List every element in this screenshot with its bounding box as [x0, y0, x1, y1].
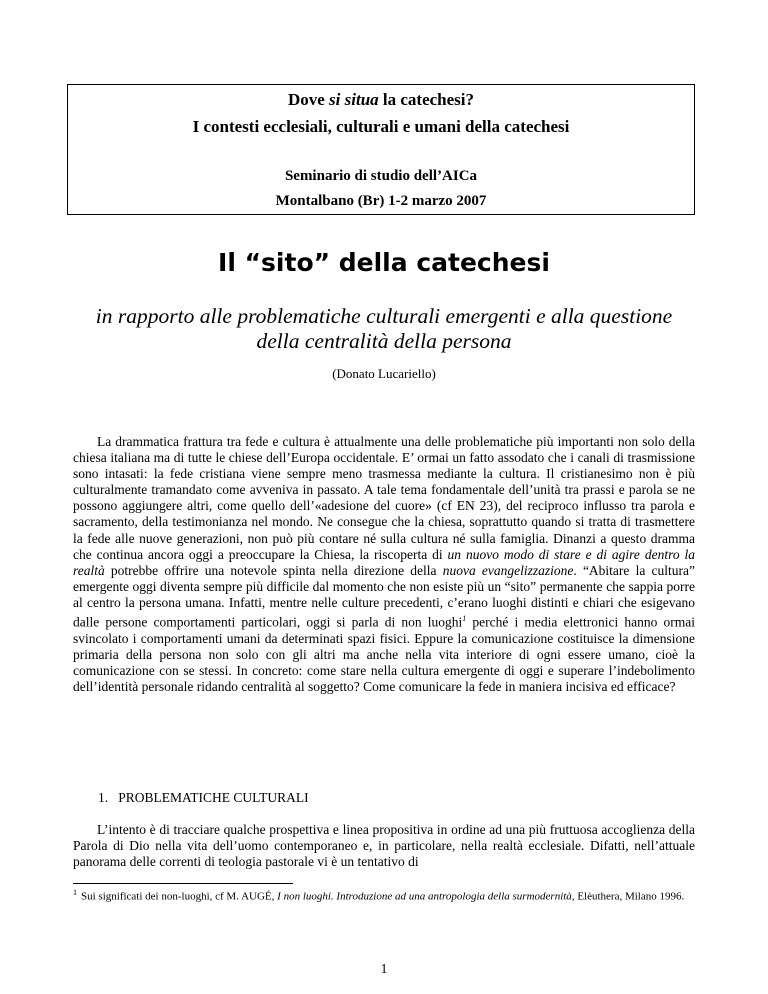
header-subtitle: I contesti ecclesiali, culturali e umani della catechesi: [192, 117, 570, 136]
intro-paragraph: [73, 434, 695, 695]
section-paragraph-text: L’intento è di tracciare qualche prospettiva e linea propositiva in ordine ad una più fruttuosa accoglienza della Parola di Dio nella vita dell’uomo contemporaneo e, in particolare, nella realtà ecclesiale. Difatti, nell’attuale panorama delle correnti di teologia pastorale vi è un tentativo di: [73, 822, 695, 870]
document-title: Il “sito” della catechesi: [218, 248, 550, 277]
footnote: [73, 886, 695, 904]
intro-italic-1: un nuovo modo di stare e di agire dentro la realtà: [73, 546, 695, 578]
footnote-reference: 1: [462, 614, 467, 624]
intro-text-1: La drammatica frattura tra fede e cultura è attualmente una delle problematiche più importanti non solo della chiesa italiana ma di tutte le chiese dell’Europa occidentale. E’ ormai un fatto assodato che i canali di trasmissione sono intasati: la fede cristiana viene sempre meno trasmessa mediante la cultura. Il cristianesimo non è più culturalmente tramandato come avveniva in passato. A tale tema fondamentale dell’unità tra prassi e parola se ne possono aggiungere altri, come quello dell’«adesione del cuore» (cf EN 23), del reciproco influsso tra parola e sacramento, della testimonianza nel mondo. Ne consegue che la chiesa, soprattutto quando si tratta di trasmettere la fede alle nuove generazioni, non può più contare né sulla cultura né sulla famiglia. Dinanzi a questo dramma che continua ancora oggi a preoccupare la Chiesa, la riscoperta di: [73, 434, 695, 562]
header-question-part1: Dove: [287, 90, 330, 109]
header-question-part2: la catechesi?: [378, 90, 475, 109]
seminar-name: Seminario di studio dell’AICa: [284, 168, 478, 184]
page-number: 1: [380, 961, 388, 976]
header-question-italic: si situa: [329, 90, 379, 109]
intro-italic-2: nuova evangelizzazione: [442, 562, 574, 578]
footnote-divider: [73, 883, 293, 884]
section-paragraph: [73, 822, 695, 870]
intro-text-2: potrebbe offrire una notevole spinta nella direzione della: [104, 562, 443, 578]
author: (Donato Lucariello): [332, 366, 436, 381]
footnote-number: 1: [73, 888, 77, 897]
seminar-place-date: Montalbano (Br) 1-2 marzo 2007: [275, 193, 487, 209]
footnote-text-1: Sui significati dei non-luoghi, cf M. AUGÉ,: [81, 890, 278, 903]
document-subtitle: in rapporto alle problematiche culturali emergenti e alla questione della centralità della persona: [95, 304, 673, 353]
header-question: [68, 90, 694, 110]
section-heading: 1. PROBLEMATICHE CULTURALI: [98, 790, 309, 805]
intro-text-4: perché i media elettronici hanno ormai svincolato i comportamenti umani da determinati spazi fisici. Eppure la comunicazione costituisce la dimensione primaria della persona non solo con gli altri ma anche nella vita interiore di ogni essere umano, cioè la comunicazione con se stessi. In concreto: come stare nella cultura emergente di oggi e superare l’indebolimento dell’identità personale ridando centralità al soggetto? Come comunicare la fede in maniera incisiva ed efficace?: [73, 614, 695, 694]
seminar-header-box: [67, 84, 695, 215]
intro-text-3: . “Abitare la cultura” emergente oggi diventa sempre più difficile dal momento che non esiste più un “sito” permanente che sappia porre al centro la persona umana. Infatti, mentre nelle culture precedenti, c’erano luoghi distinti e chiari che esigevano dalle persone comportamenti particolari, oggi si parla di non luoghi: [73, 562, 695, 630]
footnote-book-title: I non luoghi. Introduzione ad una antropologia della surmodernità: [277, 890, 572, 903]
footnote-text-2: , Elèuthera, Milano 1996.: [571, 890, 685, 903]
